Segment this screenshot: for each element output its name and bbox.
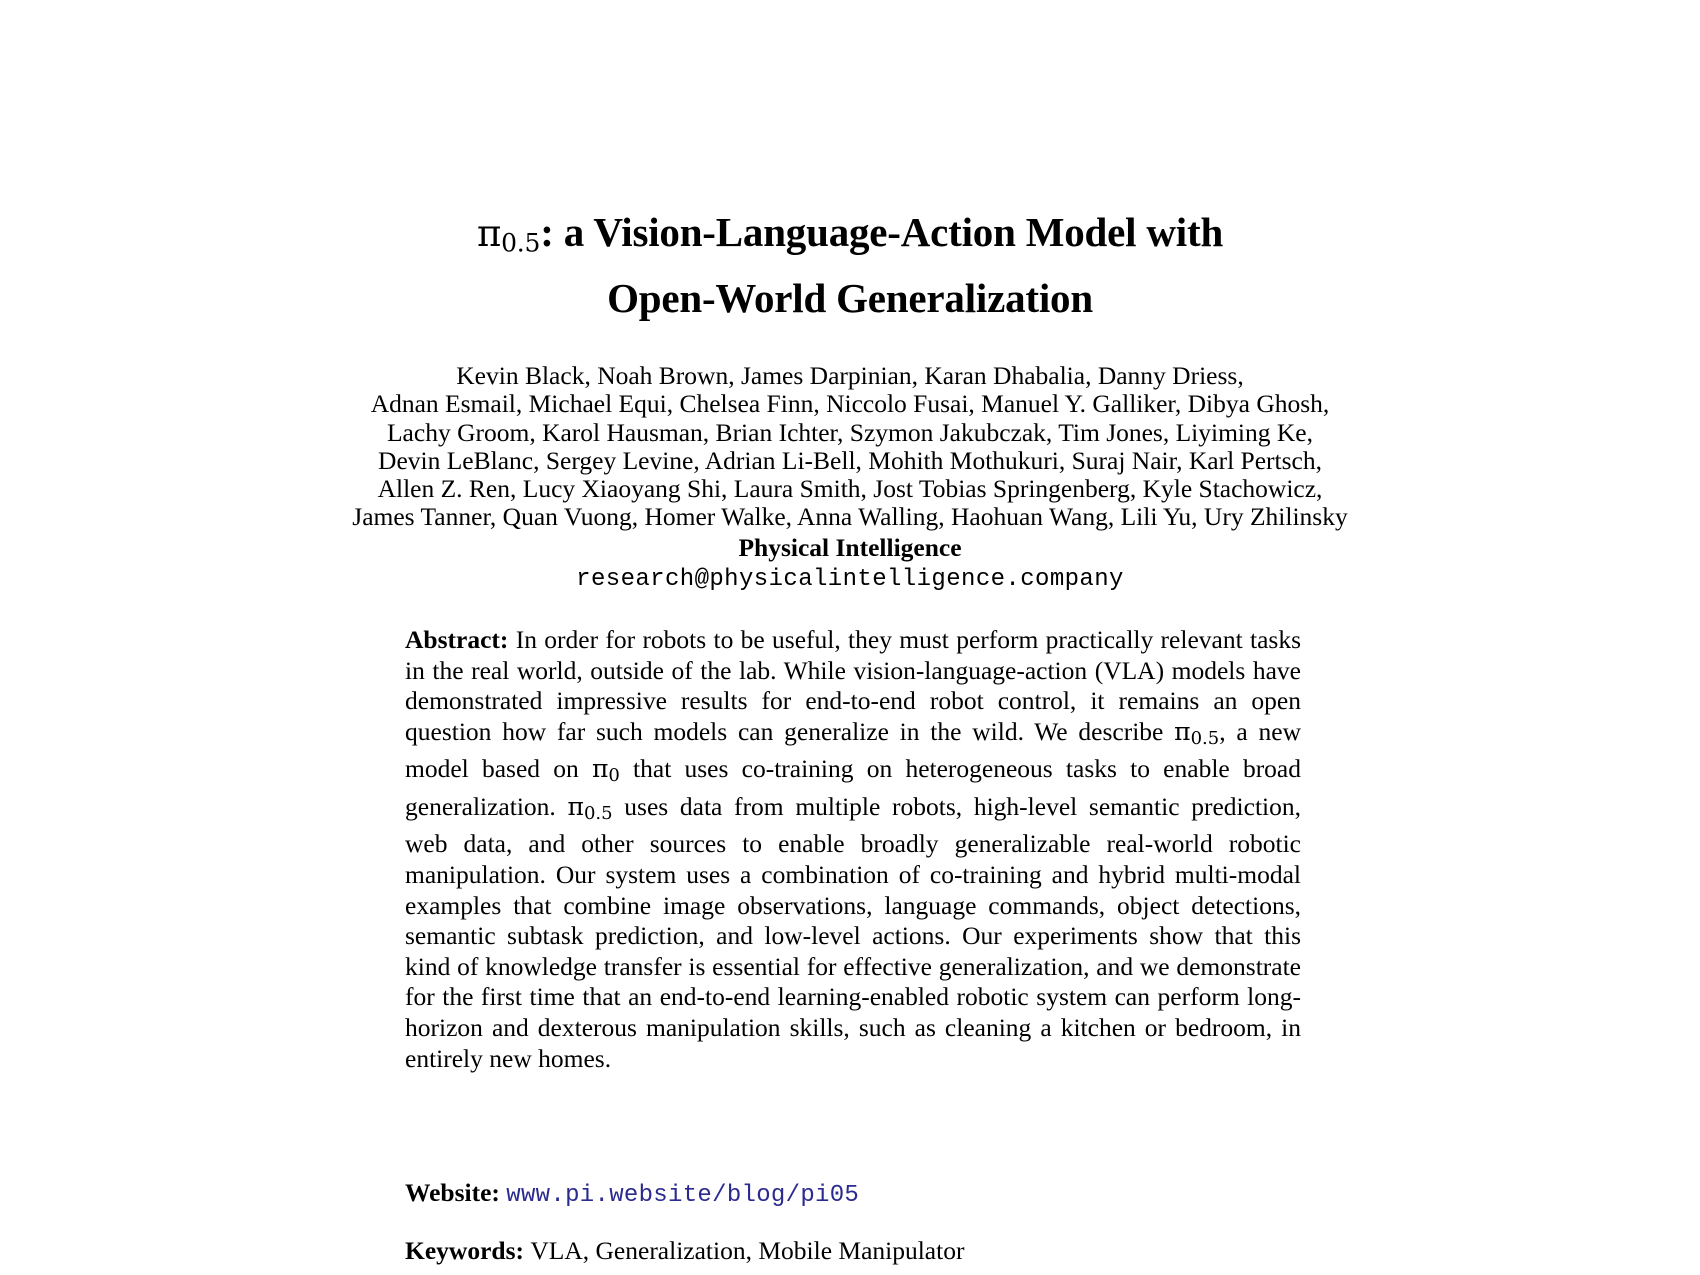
pi-subscript-inline: 0 <box>608 765 620 787</box>
pi-symbol-inline: π <box>567 791 584 821</box>
abstract-part-3: that uses co-training on heterogeneous tasks to enable broad generalization. <box>405 754 1301 821</box>
author-line: Adnan Esmail, Michael Equi, Chelsea Finn, Niccolo Fusai, Manuel Y. Galliker, Dibya Ghosh, <box>370 389 1330 419</box>
pi-subscript: 0.5 <box>501 228 541 258</box>
author-line: Devin LeBlanc, Sergey Levine, Adrian Li-Bell, Mohith Mothukuri, Suraj Nair, Karl Pertsch, <box>378 445 1322 475</box>
author-line: Kevin Black, Noah Brown, James Darpinian, Karan Dhabalia, Danny Driess, <box>456 361 1244 390</box>
affiliation: Physical Intelligence <box>738 532 962 562</box>
abstract-label: Abstract: <box>405 625 509 654</box>
pi-symbol: π <box>476 212 502 255</box>
keywords-label: Keywords: <box>405 1236 524 1265</box>
abstract-section <box>405 625 1301 1074</box>
keywords-row <box>405 1236 1365 1266</box>
title-line-1 <box>340 205 1360 271</box>
author-block <box>230 362 1470 595</box>
abstract-part-2: , a new model based on <box>405 716 1301 784</box>
abstract-part-1: In order for robots to be useful, they must perform practically relevant tasks in the real world, outside of the lab. While vision-language-action (VLA) models have demonstrated impressive results for end-to-end robot control, it remains an open question how far such models can generalize in the wild. We describe <box>405 625 1301 746</box>
pi-symbol-inline: π <box>591 754 609 784</box>
pi-symbol-inline: π <box>1174 716 1191 746</box>
pi-subscript-inline: 0.5 <box>583 802 613 824</box>
website-label: Website: <box>405 1178 500 1207</box>
website-row <box>405 1178 1365 1211</box>
contact-email[interactable]: research@physicalintelligence.company <box>576 565 1124 593</box>
author-line: James Tanner, Quan Vuong, Homer Walke, Anna Walling, Haohuan Wang, Lili Yu, Ury Zhilinsky <box>352 502 1348 532</box>
website-link[interactable]: www.pi.website/blog/pi05 <box>506 1182 860 1209</box>
title-line-1-text: : a Vision-Language-Action Model with <box>540 209 1224 255</box>
author-line: Lachy Groom, Karol Hausman, Brian Ichter, Szymon Jakubczak, Tim Jones, Liyiming Ke, <box>386 417 1314 447</box>
author-line: Allen Z. Ren, Lucy Xiaoyang Shi, Laura Smith, Jost Tobias Springenberg, Kyle Stachowicz, <box>377 474 1323 504</box>
title-line-2: Open-World Generalization <box>607 274 1093 321</box>
abstract-part-4: uses data from multiple robots, high-level semantic prediction, web data, and other sources to enable broadly generalizable real-world robotic manipulation. Our system uses a combination of co-training and hybrid multi-modal examples that combine image observations, language commands, object detections, semantic subtask prediction, and low-level actions. Our experiments show that this kind of knowledge transfer is essential for effective generalization, and we demonstrate for the first time that an end-to-end learning-enabled robotic system can perform long-horizon and dexterous manipulation skills, such as cleaning a kitchen or bedroom, in entirely new homes. <box>405 791 1302 1073</box>
page-title <box>340 205 1360 325</box>
abstract-text <box>405 625 1301 1074</box>
keywords-value: VLA, Generalization, Mobile Manipulator <box>530 1236 965 1265</box>
pi-subscript-inline: 0.5 <box>1190 727 1220 749</box>
